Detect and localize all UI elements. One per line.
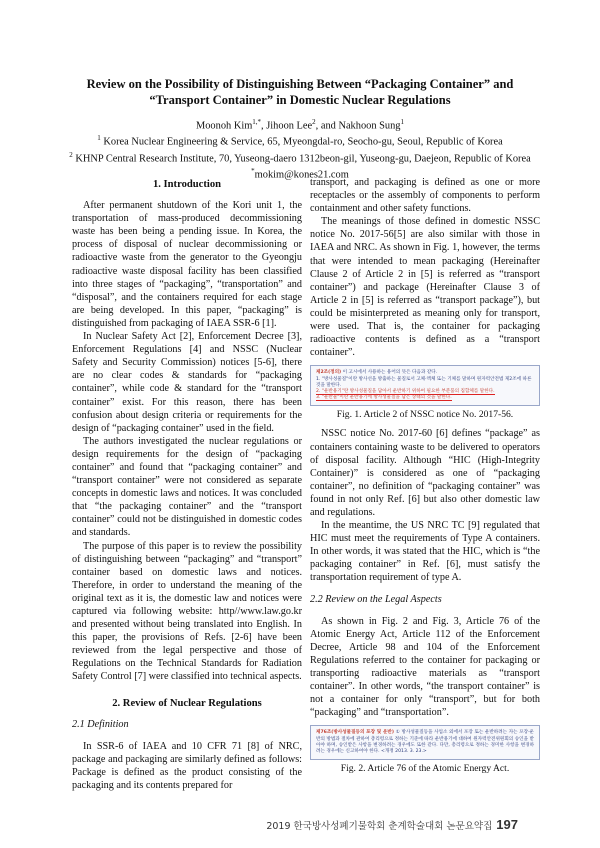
author-sup: 1,* bbox=[252, 118, 262, 126]
title-line-2: “Transport Container” in Domestic Nuclear Regulations bbox=[149, 93, 451, 107]
author-sup: 1 bbox=[400, 118, 404, 126]
author-block bbox=[40, 116, 560, 182]
fig1-clause-1: 1. "방사성물질"이란 방사선을 방출하는 물질로서 고체·액체 또는 기체를 말하며 원자력안전법 제2조에 따른 bbox=[316, 376, 532, 382]
author-sup: 2 bbox=[312, 118, 316, 126]
page-number: 197 bbox=[496, 817, 518, 832]
paragraph: transport, and packaging is defined as one or more receptacles or the assembly of components to perform containment and other safety functions. bbox=[310, 177, 540, 215]
paragraph: NSSC notice No. 2017-60 [6] defines “package” as containers containing waste to be delivered to operators of disposal facility. Although “HIC (High-Integrity Container)” is considered as one of “packaging container”, no definition of “packaging container” was found in not only Ref. [6] but also other domestic law and regulations. bbox=[310, 428, 540, 518]
left-column bbox=[72, 174, 302, 792]
fig2-article-heading: 제76조(방사성물질등의 포장 및 운반) bbox=[316, 730, 394, 736]
fig1-article-heading: 제2조(정의) bbox=[316, 370, 342, 376]
proceedings-name: 2019 한국방사성폐기물학회 춘계학술대회 논문요약집 bbox=[266, 821, 493, 832]
figure-1-caption: Fig. 1. Article 2 of NSSC notice No. 2017-56. bbox=[336, 409, 514, 421]
page-footer bbox=[266, 817, 518, 832]
fig1-clause-1-cont: 것을 말한다. bbox=[316, 382, 342, 388]
title-line-1: Review on the Possibility of Distinguishing Between “Packaging Container” and bbox=[86, 77, 514, 91]
right-column bbox=[310, 176, 540, 781]
paragraph: In Nuclear Safety Act [2], Enforcement Decree [3], Enforcement Regulations [4] and NSSC (Nuclear Safety and Security Commission) notices [5-6], there are no clear codes & standards for “packaging container”, while code & standard for the “transport container” exist. For this reason, there has been confusion about design criteria or requirements for the design of “packaging container” used in the field. bbox=[72, 331, 302, 434]
author-name: Jihoon Lee bbox=[266, 120, 313, 132]
section-heading-review: 2. Review of Nuclear Regulations bbox=[112, 697, 262, 709]
section-heading-introduction: 1. Introduction bbox=[152, 179, 222, 190]
author-list: Moonoh Kim$^{1,*}$, Jihoon Lee$^2$, and Nakhoon Sung$^1$ bbox=[196, 118, 404, 132]
paragraph: After permanent shutdown of the Kori unit 1, the transportation of mass-produced decommissioning waste has been being a pending issue. In Korea, the process of disposal of nuclear decommissioning or radioactive waste from the generator to the Gyeongju radioactive waste disposal facility has been classified into three stages of “packaging”, “transportation” and “disposal”, and the containers required for each stage are being developed. In this paper, “packaging” is distinguished from packaging of IAEA SSR-6 [1]. bbox=[72, 200, 302, 329]
paragraph: The authors investigated the nuclear regulations or design requirements for the design of “packaging container” and found that “packaging container” and “transport container” were not considered as separate concepts in domestic laws and notices. It was concluded that “the packaging container” and the “transport container” could not be distinguished in domestic codes and standards. bbox=[72, 435, 302, 539]
author-name: Moonoh Kim bbox=[196, 120, 253, 132]
affiliation-2: $^2$ KHNP Central Research Institute, 70, Yuseong-daero 1312beon-gil, Yuseong-gu, Daejeon, Republic of Korea bbox=[69, 150, 531, 165]
corresponding-email: *mokim@kones21.com bbox=[251, 167, 349, 181]
fig1-clause-3: 3. "운반물"이란 운반용기에 방사성물질을 담은 상태의 것을 말한다. bbox=[316, 395, 452, 401]
author-name: and Nakhoon Sung bbox=[320, 120, 401, 132]
paragraph: The meanings of those defined in domestic NSSC notice No. 2017-56[5] are also similar with those in IAEA and NRC. As shown in Fig. 1, however, the terms that were intended to mean packaging (Hereinafter Clause 2 of Article 2 in [5] is referred as “transport container”) and package (Hereinafter Clause 3 of Article 2 in [5] is referred as “transport package”), but could be misinterpreted as meaning only for transport, were used. That is, the container for packaging radioactive contents is defined as a “transport container”. bbox=[310, 216, 540, 359]
figure-1-article-2-capture: 제2조(정의) 이 고시에서 사용하는 용어의 뜻은 다음과 같다. 1. "방사성물질"이란 방사선을 방출하는 물질로서 고체·액체 또는 기체를 말하며 원자력안전법 제2조에 따른 것을 말한다. 2. "운반용기"란 방사성물질을 담아서 운반하기 위하여 필요한 부분품의 집합체를 말한다. 3. "운반물"이란 운반용기에 방사성물질을 담은 상태의 것을 말한다. bbox=[310, 365, 540, 406]
figure-2-caption: Fig. 2. Article 76 of the Atomic Energy Act. bbox=[340, 763, 510, 775]
fig1-clause-2: 2. "운반용기"란 방사성물질을 담아서 운반하기 위하여 필요한 부분품의 집합체를 말한다. bbox=[316, 388, 495, 394]
affiliation-1: $^1$ Korea Nuclear Engineering & Service, 65, Myeongdal-ro, Seocho-gu, Seoul, Republic of Korea bbox=[97, 134, 503, 148]
subsection-heading-definition: 2.1 Definition bbox=[72, 718, 129, 730]
paragraph: As shown in Fig. 2 and Fig. 3, Article 76 of the Atomic Energy Act, Article 112 of the Enforcement Decree, Article 98 and 104 of the Enforcement Regulations referred to the container for packaging or transporting radioactive materials as “transport container”. In other words, “the transport container” is not a container for only “transport”, but for both “packaging” and “transportation”. bbox=[310, 615, 540, 719]
paragraph: In the meantime, the US NRC TC [9] regulated that HIC must meet the requirements of Type A containers. In other words, it was stated that the HIC, which is “the packaging container” in Ref. [6], must satisfy the transportation requirement of type A. bbox=[310, 520, 540, 584]
paper-title bbox=[60, 76, 540, 108]
paragraph: In SSR-6 of IAEA and 10 CFR 71 [8] of NRC, package and packaging are similarly defined as follows: Package is defined as the product consisting of the packaging and its contents prepared for bbox=[72, 740, 302, 792]
figure-2-article-76-capture: 제76조(방사성물질등의 포장 및 운반) ① 방사성물질등을 사업소 외에서 포장 또는 운반하려는 자는 포장·운반의 방법과 절차에 관하여 총리령으로 정하는 기준에 따라 운반용기에 대하여 원자력안전위원회의 승인을 받아야 하며, 승인받은 사항을 변경하려는 경우에도 또한 같다. 다만, 총리령으로 정하는 경미한 사항을 변경하려는 경우에는 신고하여야 한다. <개정 2013. 3. 23.> bbox=[310, 725, 540, 760]
paragraph: The purpose of this paper is to review the possibility of distinguishing between “packaging” and “transport” container based on domestic laws and notices. Therefore, in order to understand the meaning of the original text as it is, the domestic law and notices were captured via following website: http//www.law.go.kr and presented without being translated into English. In this paper, the provisions of Refs. [2-6] have been reviewed from the legal perspective and those of Regulations on the Technical Standards for Radiation Safety Control [7] were classified into technical aspects. bbox=[72, 540, 302, 683]
subsection-heading-legal-aspects: 2.2 Review on the Legal Aspects bbox=[310, 593, 442, 605]
